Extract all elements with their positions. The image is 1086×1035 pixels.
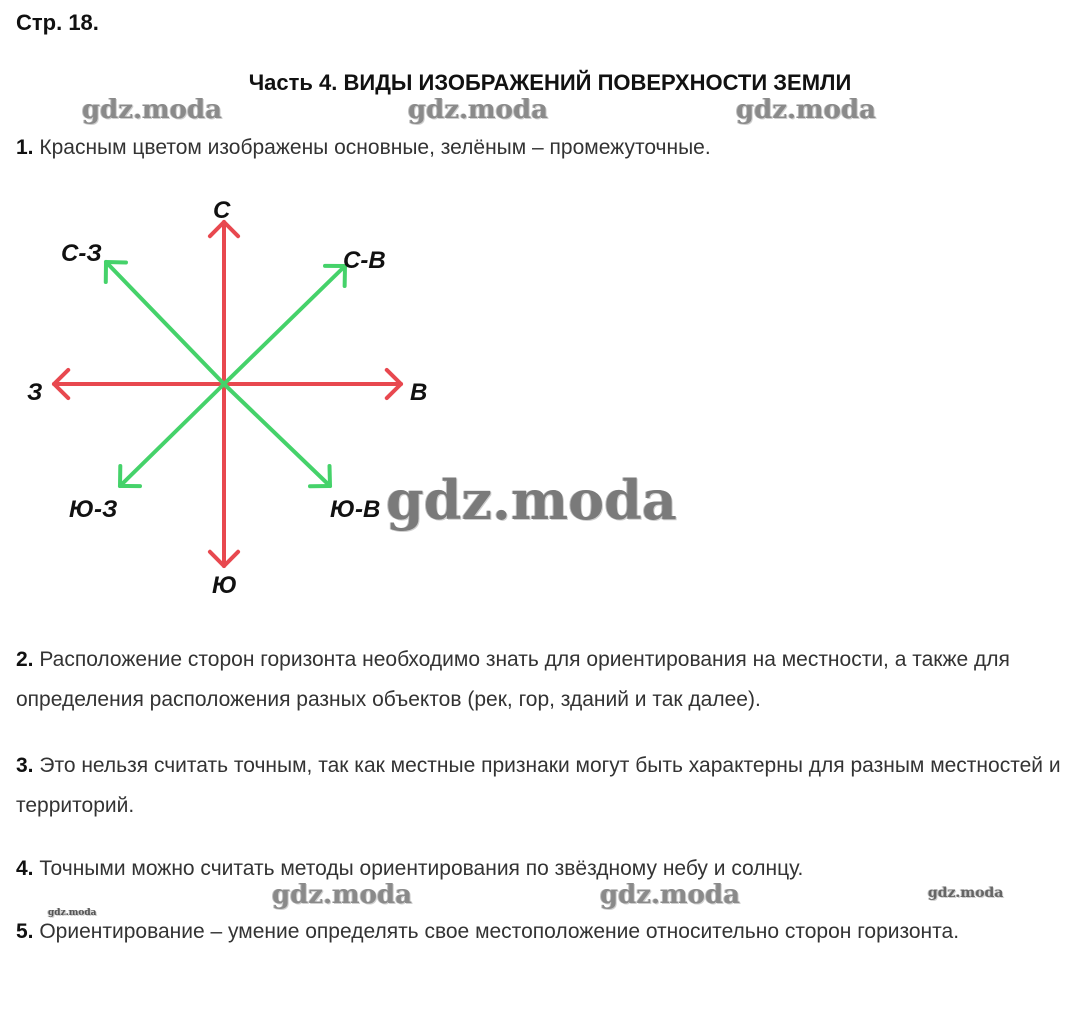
answer-text: Точными можно считать методы ориентирования по звёздному небу и солнцу. — [33, 857, 804, 880]
label-south: Ю — [212, 572, 238, 599]
arrow-north — [210, 222, 238, 384]
arrow-east — [224, 370, 401, 398]
answer-text: Расположение сторон горизонта необходимо знать для ориентирования на местности, а также для определения расположения разных объектов (рек, гор, зданий и так далее). — [16, 648, 1010, 711]
arrow-south — [210, 384, 238, 566]
label-southwest: Ю-З — [69, 496, 118, 523]
arrow-southeast — [224, 384, 330, 486]
watermark: gdz.moda — [600, 880, 741, 910]
answer-text: Красным цветом изображены основные, зелёным – промежуточные. — [33, 136, 711, 159]
answer-number: 4. — [16, 857, 34, 880]
answer-4 — [16, 849, 1081, 889]
watermark-large: gdz.moda — [386, 468, 677, 532]
label-southeast: Ю-В — [330, 496, 381, 523]
page-heading: Часть 4. ВИДЫ ИЗОБРАЖЕНИЙ ПОВЕРХНОСТИ ЗЕМЛИ — [248, 70, 852, 95]
arrow-southwest — [120, 384, 224, 486]
watermark: gdz.moda — [82, 95, 223, 125]
watermark: gdz.moda — [272, 880, 413, 910]
label-northeast: С-В — [343, 247, 386, 274]
arrow-northwest — [106, 262, 224, 384]
watermark: gdz.moda — [408, 95, 549, 125]
answer-3 — [16, 746, 1081, 826]
watermark: gdz.moda — [736, 95, 877, 125]
answer-text: Ориентирование – умение определять свое местоположение относительно сторон горизонта. — [33, 920, 960, 943]
answer-number: 1. — [16, 136, 34, 159]
answer-5 — [16, 912, 1081, 952]
answer-number: 3. — [16, 754, 34, 777]
page-number: Стр. 18. — [16, 10, 99, 35]
answer-text: Это нельзя считать точным, так как местные признаки могут быть характерны для разным местностей и территорий. — [16, 754, 1061, 817]
label-west: З — [27, 379, 43, 406]
arrow-west — [54, 370, 224, 398]
label-northwest: С-З — [61, 240, 102, 267]
watermark: gdz.moda — [48, 908, 97, 918]
answer-number: 2. — [16, 648, 34, 671]
label-east: В — [410, 379, 428, 406]
answer-2 — [16, 640, 1081, 720]
answer-number: 5. — [16, 920, 34, 943]
label-north: С — [213, 197, 231, 224]
arrow-northeast — [224, 266, 345, 384]
watermark: gdz.moda — [928, 885, 1004, 901]
